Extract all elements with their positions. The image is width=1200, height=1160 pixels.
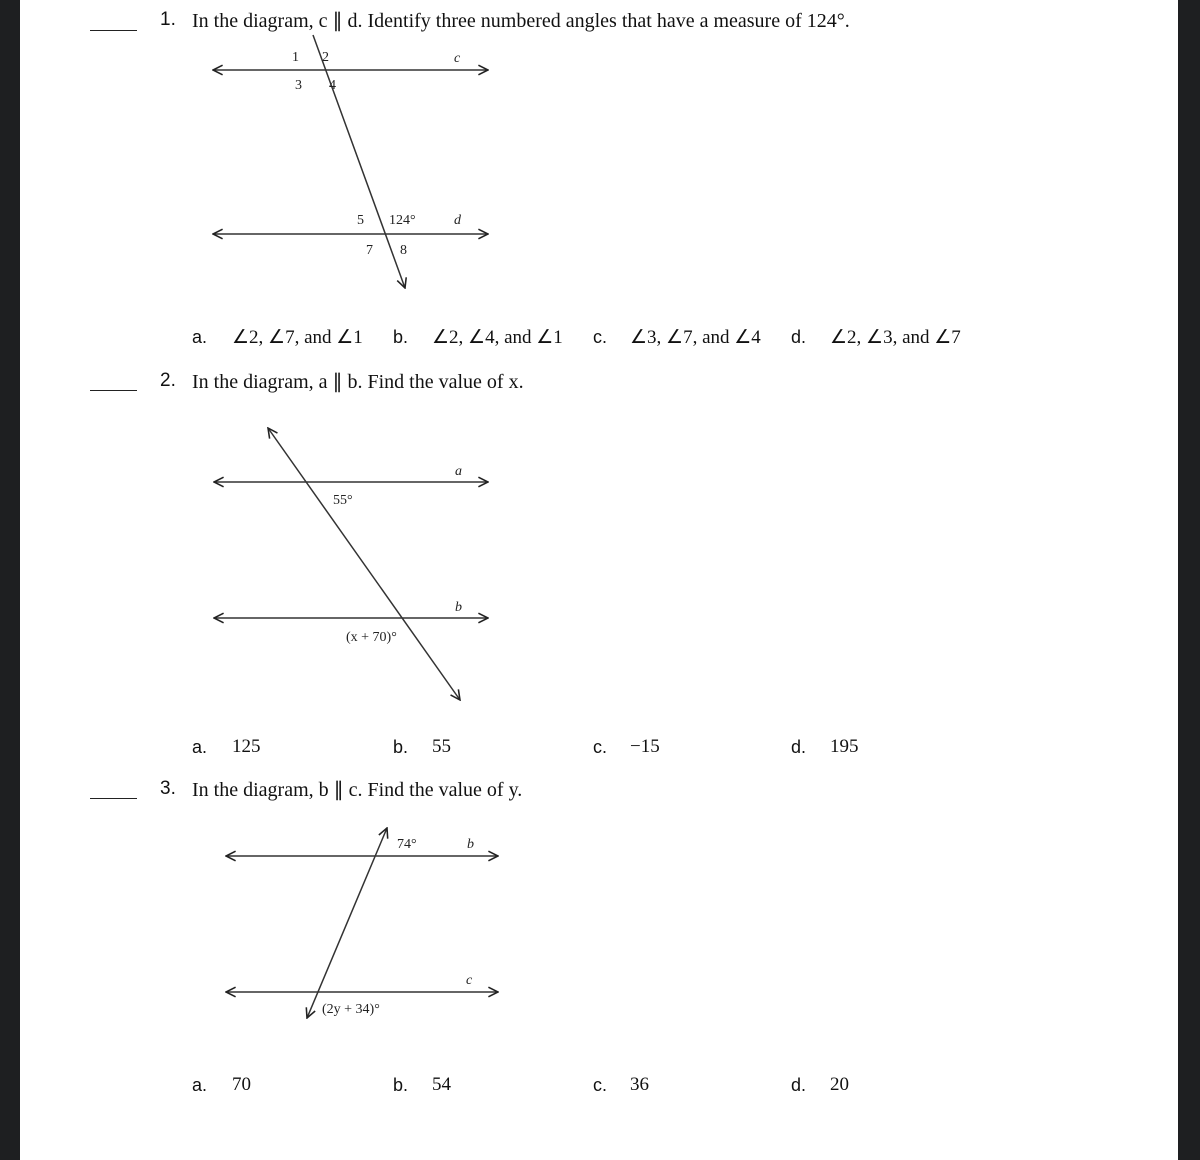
answer-blank-2[interactable] xyxy=(90,390,137,391)
option-letter: c. xyxy=(593,1075,608,1095)
question-number: 2. xyxy=(160,370,176,391)
angle-measure: 74° xyxy=(397,837,417,852)
angle-label: 5 xyxy=(357,213,364,228)
option-d[interactable]: ∠2, ∠3, and ∠7 xyxy=(830,327,961,348)
line-label: b xyxy=(455,600,462,615)
transversal xyxy=(268,428,460,700)
angle-measure: 124° xyxy=(389,213,416,228)
diagram-3 xyxy=(226,828,498,1018)
question-text: In the diagram, a ∥ b. Find the value of x. xyxy=(192,371,524,393)
question-number: 1. xyxy=(160,9,176,30)
line-label: a xyxy=(455,464,462,479)
option-c[interactable]: ∠3, ∠7, and ∠4 xyxy=(630,327,761,348)
option-letter: d. xyxy=(791,327,807,347)
option-a[interactable]: ∠2, ∠7, and ∠1 xyxy=(232,327,363,348)
angle-expression: (x + 70)° xyxy=(346,630,397,645)
answer-blank-3[interactable] xyxy=(90,798,137,799)
angle-label: 7 xyxy=(366,243,373,258)
option-b[interactable]: ∠2, ∠4, and ∠1 xyxy=(432,327,563,348)
transversal xyxy=(313,35,405,288)
option-b[interactable]: 55 xyxy=(432,736,451,757)
option-letter: b. xyxy=(393,737,409,757)
line-label: c xyxy=(466,973,473,988)
diagram-2 xyxy=(214,428,488,700)
diagram-1 xyxy=(213,35,488,288)
option-letter: d. xyxy=(791,1075,807,1095)
option-letter: a. xyxy=(192,737,208,757)
option-letter: c. xyxy=(593,327,608,347)
question-text: In the diagram, c ∥ d. Identify three numbered angles that have a measure of 124°. xyxy=(192,10,850,32)
angle-expression: (2y + 34)° xyxy=(322,1002,380,1017)
question-number: 3. xyxy=(160,778,176,799)
angle-label: 2 xyxy=(322,50,329,65)
angle-label: 4 xyxy=(329,78,336,93)
option-letter: a. xyxy=(192,327,208,347)
option-letter: a. xyxy=(192,1075,208,1095)
option-a[interactable]: 70 xyxy=(232,1074,251,1095)
option-c[interactable]: −15 xyxy=(630,736,660,757)
option-d[interactable]: 195 xyxy=(830,736,859,757)
line-label: b xyxy=(467,837,474,852)
angle-label: 8 xyxy=(400,243,407,258)
option-b[interactable]: 54 xyxy=(432,1074,451,1095)
option-a[interactable]: 125 xyxy=(232,736,261,757)
question-text: In the diagram, b ∥ c. Find the value of y. xyxy=(192,779,523,801)
line-label: d xyxy=(454,213,461,228)
angle-label: 3 xyxy=(295,78,302,93)
option-letter: b. xyxy=(393,327,409,347)
angle-measure: 55° xyxy=(333,493,353,508)
option-d[interactable]: 20 xyxy=(830,1074,849,1095)
line-label: c xyxy=(454,51,461,66)
angle-label: 1 xyxy=(292,50,299,65)
option-c[interactable]: 36 xyxy=(630,1074,649,1095)
option-letter: b. xyxy=(393,1075,409,1095)
option-letter: d. xyxy=(791,737,807,757)
option-letter: c. xyxy=(593,737,608,757)
